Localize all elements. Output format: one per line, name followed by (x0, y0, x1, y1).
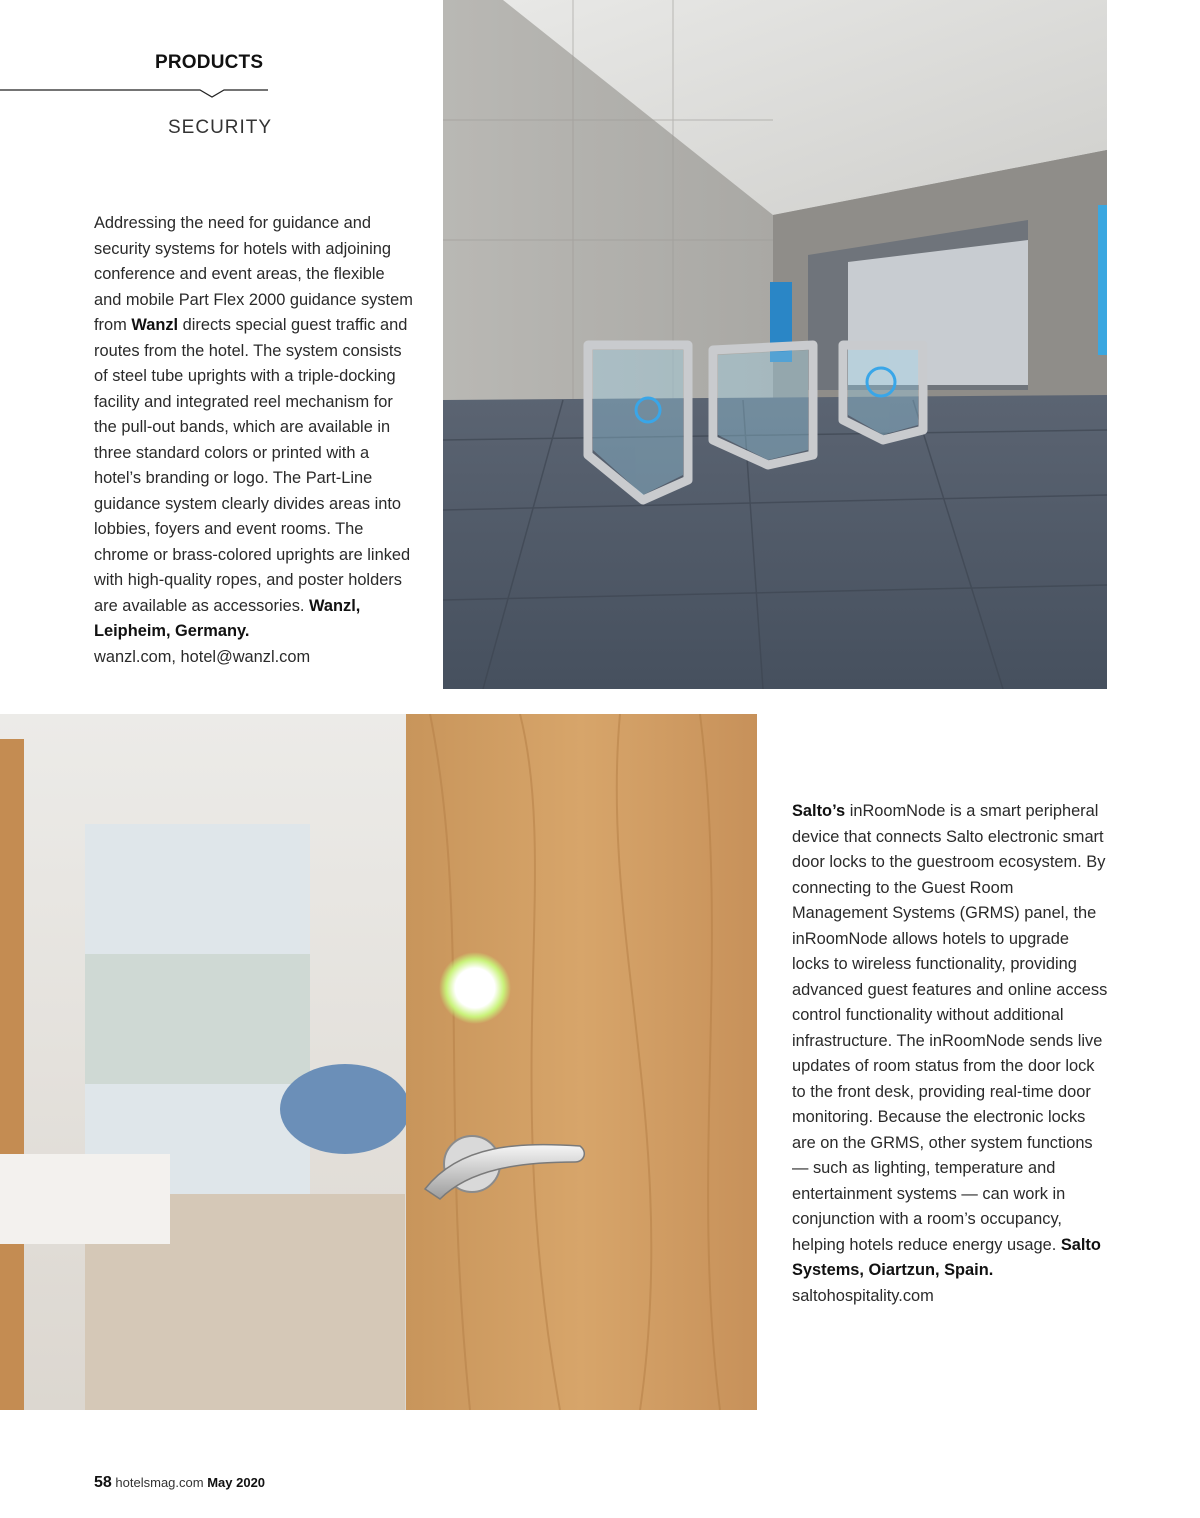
door-lock-photo (0, 714, 757, 1410)
page-number: 58 (94, 1474, 112, 1491)
brand-name: Salto’s (792, 802, 846, 820)
section-divider (0, 80, 270, 100)
article-text: Addressing the need for guidance and security systems for hotels with adjoining conference and event areas, the flexible and mobile Part Flex 2000 guidance system from (94, 214, 413, 334)
page-footer (94, 1474, 265, 1492)
article-text: inRoomNode is a smart peripheral device that connects Salto electronic smart door locks to the guestroom ecosystem. By connecting to the Guest Room Management Systems (GRMS) panel, the inRoomNode allows hotels to upgrade locks to wireless functionality, providing advanced guest features and online access control functionality without additional infrastructure. The inRoomNode sends live updates of room status from the door lock to the front desk, providing real-time door monitoring. Because the electronic locks are on the GRMS, other system functions — such as lighting, temperature and entertainment systems — can work in conjunction with a room’s occupancy, helping hotels reduce energy usage. (792, 802, 1108, 1254)
contact-info: wanzl.com, hotel@wanzl.com (94, 647, 311, 666)
site-name: hotelsmag.com (115, 1475, 204, 1490)
issue-date: May 2020 (207, 1475, 266, 1490)
lobby-gates-photo (443, 0, 1107, 689)
subsection-label: SECURITY (168, 117, 273, 138)
article-salto (792, 799, 1110, 1309)
company-name: Wanzl, Leipheim, Germany. (94, 596, 361, 640)
section-label: PRODUCTS (155, 52, 264, 73)
article-text: directs special guest traffic and routes from the hotel. The system consists of steel tube uprights with a triple-docking facility and integrated reel mechanism for the pull-out bands, which are available in three standard colors or printed with a hotel’s branding or logo. The Part-Line guidance system clearly divides areas into lobbies, foyers and event rooms. The chrome or brass-colored uprights are linked with high-quality ropes, and poster holders are available as accessories. (94, 316, 411, 615)
company-name: Salto Systems, Oiartzun, Spain. (792, 1235, 1101, 1279)
brand-name: Wanzl (131, 316, 179, 334)
article-wanzl (94, 211, 414, 670)
contact-info: saltohospitality.com (792, 1286, 934, 1305)
